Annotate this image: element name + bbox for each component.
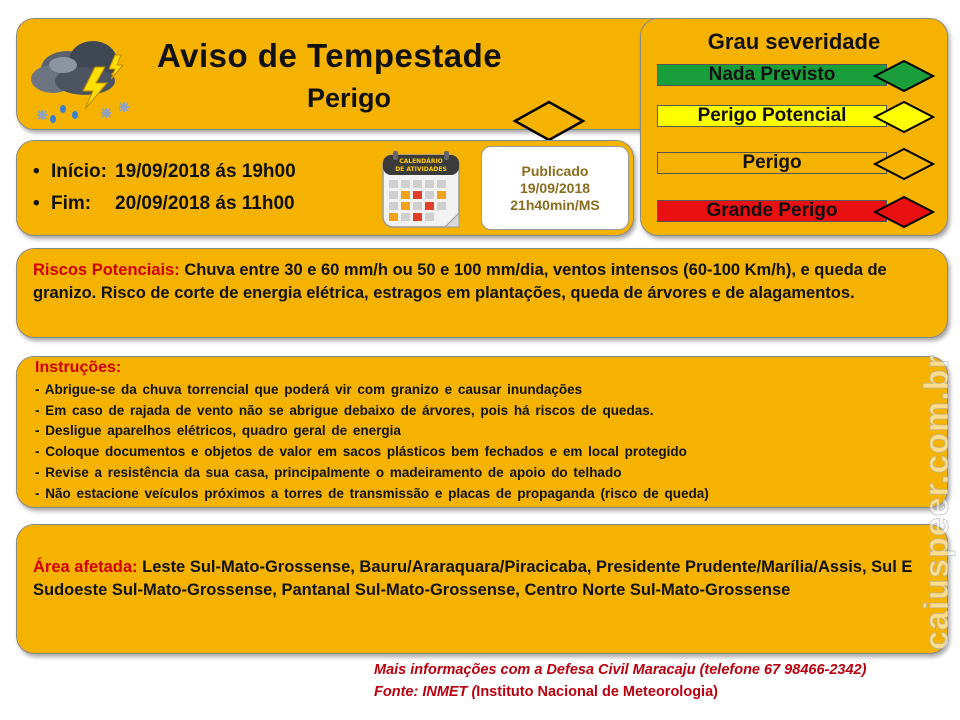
end-date-line: • Fim: 20/09/2018 ás 11h00: [33, 193, 295, 214]
start-label: Início:: [51, 161, 107, 182]
calendar-icon: [379, 149, 463, 231]
calendar-title-1: CALENDÁRIO: [399, 158, 443, 165]
green-diamond-icon: [873, 59, 935, 93]
watermark: caiuspeer.com.br: [918, 354, 956, 650]
affected-area-panel: [16, 524, 948, 654]
orange-diamond-icon: [873, 147, 935, 181]
instructions-list: [35, 380, 709, 504]
severity-level-none: [657, 59, 935, 93]
start-value: 19/09/2018 ás 19h00: [115, 161, 296, 182]
yellow-diamond-icon: [873, 100, 935, 134]
published-label: Publicado: [521, 163, 589, 179]
instructions-panel: [16, 356, 948, 508]
storm-icon: [23, 25, 139, 129]
severity-panel: [640, 18, 948, 236]
footer-source-text: Instituto Nacional de Meteorologia): [476, 684, 718, 700]
list-item: - Em caso de rajada de vento não se abrigue debaixo de árvores, pois há riscos de quedas.: [35, 402, 654, 418]
page-title: Aviso de Tempestade: [157, 37, 503, 74]
instructions-heading: Instruções:: [35, 359, 122, 376]
list-item: - Desligue aparelhos elétricos, quadro geral de energia: [35, 423, 401, 439]
calendar-title-2: DE ATIVIDADES: [395, 166, 447, 173]
red-diamond-icon: [873, 195, 935, 229]
published-date: 19/09/2018: [519, 180, 591, 196]
alert-level: Perigo: [307, 83, 392, 113]
period-panel: [16, 140, 634, 236]
footer: [374, 659, 866, 703]
published-time: 21h40min/MS: [510, 197, 600, 213]
severity-title: Grau severidade: [707, 29, 881, 54]
level-diamond-icon: [511, 99, 587, 143]
severity-label: Grande Perigo: [657, 200, 887, 222]
end-label: Fim:: [51, 193, 92, 214]
footer-contact: Mais informações com a Defesa Civil Maracaju (telefone 67 98466-2342): [374, 662, 867, 678]
published-box: [481, 146, 629, 230]
severity-level-danger: [657, 147, 935, 181]
start-date-line: • Início: 19/09/2018 ás 19h00: [33, 161, 296, 182]
area-description: Leste Sul-Mato-Grossense, Bauru/Araraquara/Piracicaba, Presidente Prudente/Marília/Assis, Sul E Sudoeste Sul-Mato-Grossense, Pantanal Sul-Mato-Grossense, Centro Norte Sul-Mato-Grossense: [33, 558, 913, 599]
severity-label: Perigo: [657, 152, 887, 174]
list-item: - Abrigue-se da chuva torrencial que poderá vir com granizo e causar inundações: [35, 382, 583, 397]
area-text: [33, 556, 923, 602]
severity-label: Perigo Potencial: [657, 105, 887, 127]
risks-description: Chuva entre 30 e 60 mm/h ou 50 e 100 mm/dia, ventos intensos (60-100 Km/h), e queda de granizo. Risco de corte de energia elétrica, estragos em plantações, queda de árvores e de alagamentos.: [33, 261, 887, 302]
list-item: - Revise a resistência da sua casa, principalmente o madeiramento de apoio do telhado: [35, 464, 622, 480]
list-item: - Coloque documentos e objetos de valor em sacos plásticos bem fechados e em local protegido: [35, 444, 687, 460]
severity-level-potential: [657, 100, 935, 134]
severity-label: Nada Previsto: [657, 64, 887, 86]
risks-text: [33, 259, 931, 305]
footer-source-label: Fonte: INMET (: [374, 684, 477, 700]
risks-panel: [16, 248, 948, 338]
list-item: - Não estacione veículos próximos a torres de transmissão e placas de propaganda (risco de queda): [35, 485, 709, 501]
end-value: 20/09/2018 ás 11h00: [115, 193, 295, 214]
severity-level-great-danger: [657, 195, 935, 229]
area-label: Área afetada:: [33, 558, 138, 576]
alert-title-panel: [16, 18, 696, 130]
footer-source: [374, 681, 866, 703]
risks-label: Riscos Potenciais:: [33, 261, 180, 279]
